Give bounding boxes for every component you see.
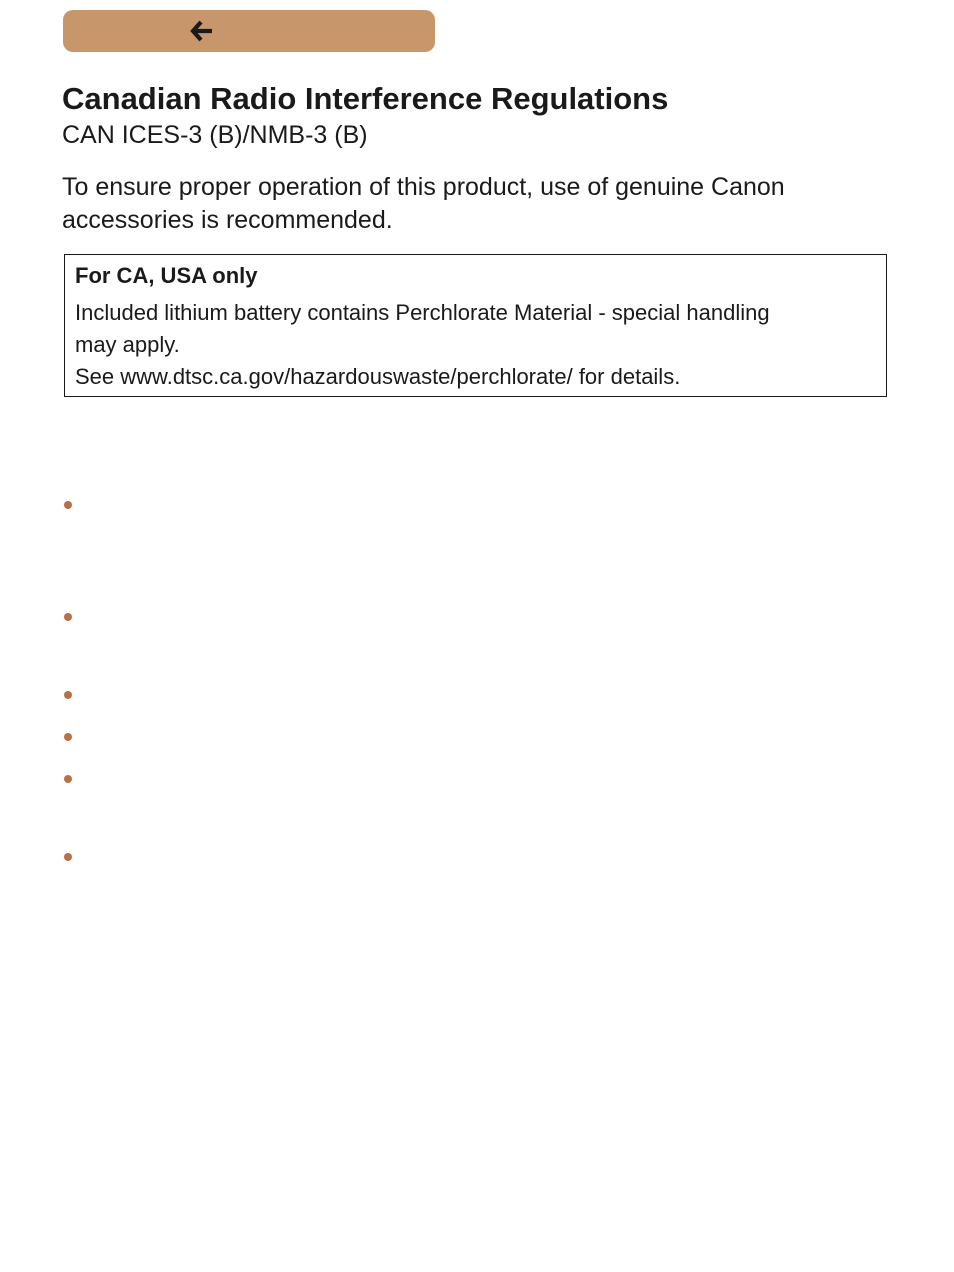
page-subtitle: CAN ICES-3 (B)/NMB-3 (B)	[62, 121, 368, 149]
bullet-marker	[64, 775, 72, 783]
page-title: Canadian Radio Interference Regulations	[62, 81, 669, 116]
notice-heading: For CA, USA only	[75, 263, 258, 288]
back-button[interactable]	[63, 10, 335, 52]
notice-line: See www.dtsc.ca.gov/hazardouswaste/perchlorate/ for details.	[75, 364, 681, 389]
bullet-marker	[64, 691, 72, 699]
notice-box	[64, 254, 887, 397]
navigation-bar	[63, 10, 435, 52]
notice-line: Included lithium battery contains Perchlorate Material - special handling	[75, 300, 770, 325]
bullet-marker	[64, 853, 72, 861]
bullet-marker	[64, 501, 72, 509]
bullet-marker	[64, 613, 72, 621]
arrow-left-icon	[190, 20, 214, 42]
recommendation-paragraph: To ensure proper operation of this product, use of genuine Canon accessories is recommended.	[62, 173, 785, 234]
bullet-marker	[64, 733, 72, 741]
notice-line: may apply.	[75, 332, 180, 357]
